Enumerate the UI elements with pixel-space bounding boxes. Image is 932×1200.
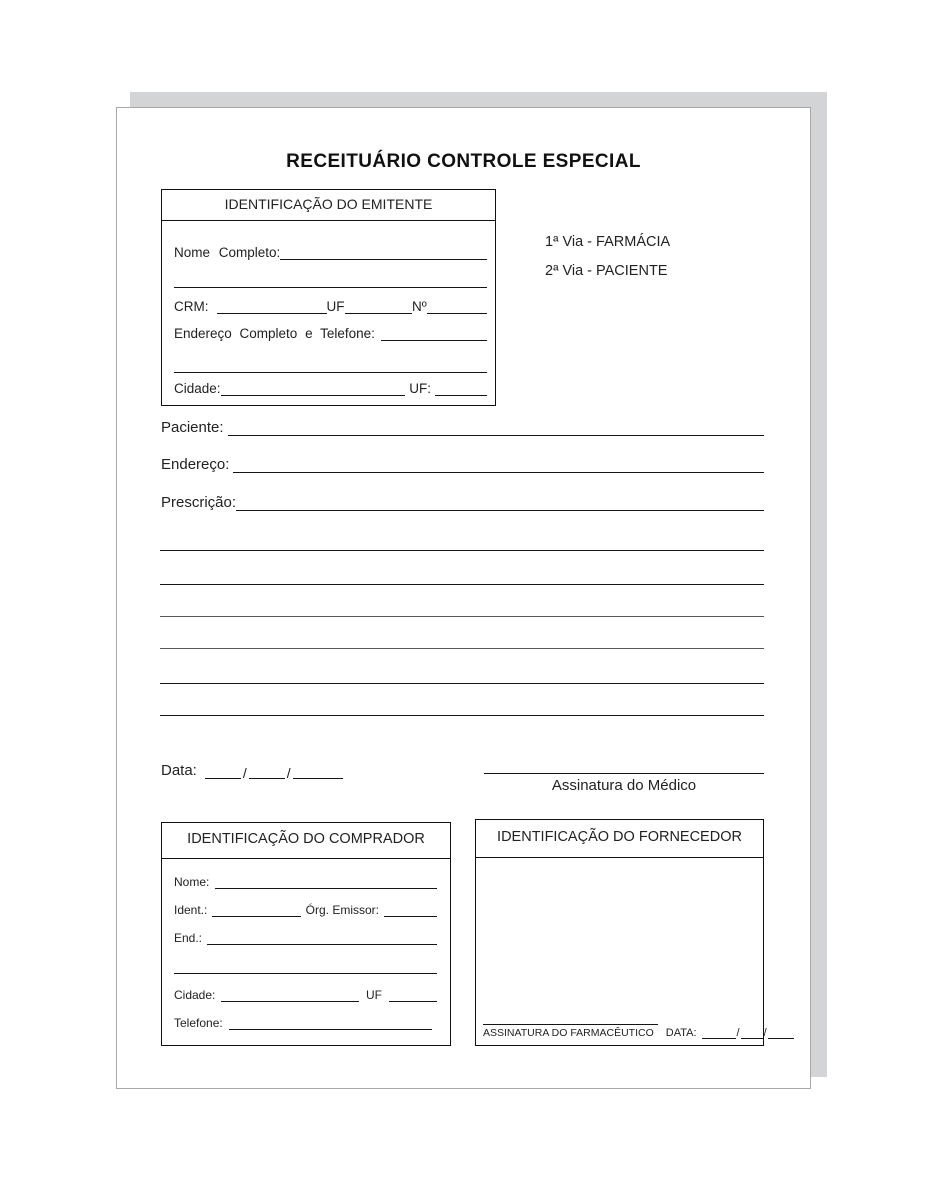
fornecedor-data-day-line: [702, 1035, 736, 1039]
emitente-cidade-line: [221, 392, 406, 396]
data-label: Data:: [161, 762, 197, 779]
via-1-label: 1ª Via - FARMÁCIA: [545, 234, 671, 250]
prescription-blank-line: [160, 648, 764, 649]
comprador-cidade-line: [221, 998, 359, 1002]
emitente-nome-row: [174, 240, 487, 260]
fornecedor-data-label: DATA:: [665, 1027, 697, 1039]
data-day-line: [205, 775, 241, 779]
prescription-blank-line: [160, 715, 764, 716]
data-month-line: [249, 775, 285, 779]
emitente-header: IDENTIFICAÇÃO DO EMITENTE: [162, 190, 495, 221]
endereco-label: Endereço:: [161, 456, 230, 473]
emitente-crm-line: [217, 310, 327, 314]
comprador-end-row: [174, 928, 437, 945]
prescricao-row: [161, 491, 764, 511]
fornecedor-box: [475, 819, 767, 1046]
assinatura-farmaceutico-label: ASSINATURA DO FARMACÊUTICO: [483, 1024, 658, 1039]
data-slash-1: /: [242, 765, 247, 781]
prescription-blank-line: [160, 550, 764, 551]
prescription-blank-line: [160, 584, 764, 585]
comprador-end-line2: [174, 973, 437, 974]
emitente-endereco-line2: [174, 372, 487, 373]
comprador-org-emissor-line: [384, 913, 437, 917]
fornecedor-data-row: [666, 1027, 794, 1039]
emitente-numero-line: [427, 310, 487, 314]
fornecedor-data-month-line: [741, 1035, 763, 1039]
comprador-nome-label: Nome:: [174, 875, 210, 889]
emitente-cidade-label: Cidade:: [174, 381, 221, 396]
emitente-endereco-line: [381, 337, 487, 341]
comprador-telefone-label: Telefone:: [174, 1016, 223, 1030]
emitente-cidade-uf-label: UF:: [409, 381, 431, 396]
comprador-ident-label: Ident.:: [174, 903, 208, 917]
emitente-nome-line: [280, 256, 487, 260]
comprador-end-label: End.:: [174, 931, 203, 945]
comprador-ident-row: [174, 900, 437, 917]
medico-signature-line: [484, 773, 764, 774]
assinatura-medico-label: Assinatura do Médico: [551, 777, 697, 794]
paciente-label: Paciente:: [161, 419, 224, 436]
emitente-crm-row: [174, 294, 487, 314]
data-row: [161, 759, 461, 779]
comprador-org-emissor-label: Órg. Emissor:: [305, 903, 380, 917]
data-year-line: [293, 775, 343, 779]
via-2-label: 2ª Via - PACIENTE: [545, 263, 668, 279]
prescription-blank-line: [160, 683, 764, 684]
fornecedor-data-slash-1: /: [736, 1027, 740, 1039]
data-slash-2: /: [286, 765, 291, 781]
comprador-telefone-row: [174, 1013, 437, 1030]
endereco-line: [233, 469, 764, 473]
comprador-box: [161, 822, 451, 1046]
emitente-uf-label: UF: [326, 299, 345, 314]
fornecedor-bottom-row: [483, 1024, 767, 1039]
emitente-cidade-row: [174, 376, 487, 396]
emitente-crm-label: CRM:: [174, 299, 209, 314]
prescricao-line: [236, 507, 764, 511]
endereco-row: [161, 453, 764, 473]
fornecedor-data-slash-2: /: [763, 1027, 767, 1039]
emitente-cidade-uf-line: [435, 392, 487, 396]
comprador-uf-line: [389, 998, 437, 1002]
comprador-end-line: [207, 941, 437, 945]
emitente-box: [161, 189, 496, 406]
prescription-form-page: [116, 107, 811, 1089]
comprador-header: IDENTIFICAÇÃO DO COMPRADOR: [162, 823, 450, 859]
emitente-numero-label: Nº: [411, 299, 427, 314]
fornecedor-header: IDENTIFICAÇÃO DO FORNECEDOR: [476, 820, 763, 858]
comprador-cidade-row: [174, 985, 437, 1002]
prescricao-label: Prescrição:: [161, 494, 237, 511]
emitente-nome-label: Nome Completo:: [174, 245, 281, 260]
emitente-nome-line2: [174, 287, 487, 288]
paciente-row: [161, 416, 764, 436]
emitente-endereco-row: [174, 321, 487, 341]
fornecedor-data-year-line: [768, 1035, 794, 1039]
prescription-blank-line: [160, 616, 764, 617]
paciente-line: [228, 432, 764, 436]
comprador-telefone-line: [229, 1026, 432, 1030]
comprador-cidade-label: Cidade:: [174, 988, 216, 1002]
comprador-nome-line: [215, 885, 437, 889]
emitente-endereco-label: Endereço Completo e Telefone:: [174, 326, 375, 341]
comprador-nome-row: [174, 872, 437, 889]
emitente-uf-line: [345, 310, 412, 314]
comprador-ident-line: [212, 913, 300, 917]
comprador-uf-label: UF: [366, 988, 382, 1002]
page-title: RECEITUÁRIO CONTROLE ESPECIAL: [286, 151, 641, 172]
via-labels: [545, 228, 670, 286]
